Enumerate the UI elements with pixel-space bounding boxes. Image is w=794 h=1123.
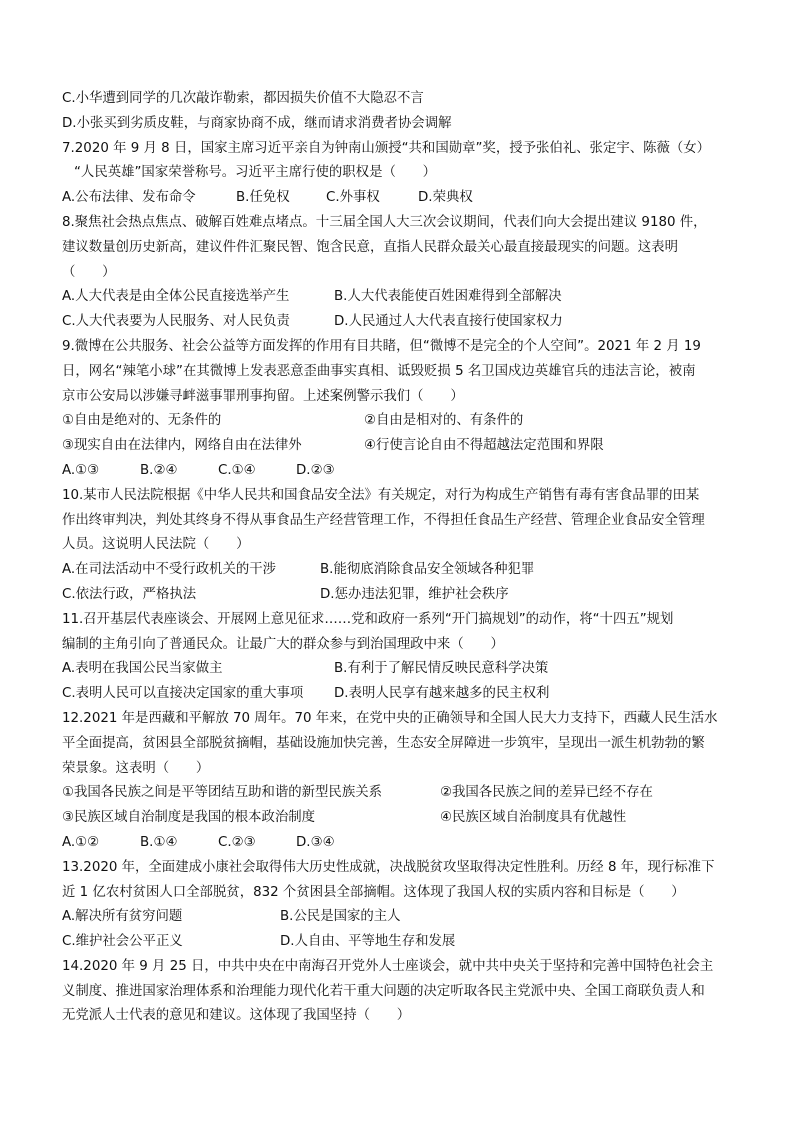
option-c: C.外事权	[326, 190, 380, 206]
question-text: 人员。这说明人民法院（ ）	[62, 537, 250, 553]
question-14	[62, 955, 742, 1029]
option-d: D.人民通过人大代表直接行使国家权力	[334, 314, 563, 330]
question-text: 近 1 亿农村贫困人口全部脱贫，832 个贫困县全部摘帽。这体现了我国人权的实质内容和目标是（ ）	[62, 884, 685, 900]
options-row	[62, 831, 742, 856]
statements-row	[62, 409, 742, 434]
option-a: A.①③	[62, 462, 100, 478]
question-9	[62, 335, 742, 484]
options-row	[62, 583, 742, 608]
options-row	[62, 459, 742, 484]
option-a: A.公布法律、发布命令	[62, 190, 196, 206]
option-d: D.③④	[296, 834, 335, 850]
question-text: 编制的主角引向了普通民众。让最广大的群众参与到治国理政中来（ ）	[62, 636, 504, 652]
question-text: 14.2020 年 9 月 25 日，中共中央在中南海召开党外人士座谈会，就中共中央关于坚持和完善中国特色社会主	[62, 958, 714, 974]
statement-3: ③现实自由在法律内，网络自由在法律外	[62, 438, 302, 454]
question-10	[62, 484, 742, 608]
option-d-line: D.小张买到劣质皮鞋，与商家协商不成，继而请求消费者协会调解	[62, 115, 452, 131]
option-c: C.人大代表要为人民服务、对人民负责	[62, 314, 290, 330]
option-b: B.公民是国家的主人	[280, 909, 401, 925]
question-12	[62, 707, 742, 856]
question-text: 义制度、推进国家治理体系和治理能力现代化若干重大问题的决定听取各民主党派中央、全国工商联负责人和	[62, 983, 705, 999]
option-c: C.维护社会公平正义	[62, 934, 183, 950]
statement-2: ②自由是相对的、有条件的	[364, 413, 524, 429]
options-row	[62, 682, 742, 707]
question-text: 日，网名“辣笔小球”在其微博上发表恶意歪曲事实真相、诋毁贬损 5 名卫国戍边英雄官兵的违法言论，被南	[62, 363, 696, 379]
option-a: A.表明在我国公民当家做主	[62, 661, 223, 677]
options-row	[62, 657, 742, 682]
option-d: D.惩办违法犯罪，维护社会秩序	[320, 586, 509, 602]
options-row	[62, 285, 742, 310]
question-text: 13.2020 年，全面建成小康社会取得伟大历史性成就，决战脱贫攻坚取得决定性胜利。历经 8 年，现行标准下	[62, 859, 715, 875]
options-row	[62, 905, 742, 930]
statements-row	[62, 806, 742, 831]
option-d: D.表明人民享有越来越多的民主权利	[334, 686, 550, 702]
question-text: 7.2020 年 9 月 8 日，国家主席习近平亲自为钟南山颁授“共和国勋章”奖，授予张伯礼、张定宇、陈薇（女）	[62, 140, 711, 156]
question-text: “人民英雄”国家荣誉称号。习近平主席行使的职权是（ ）	[74, 165, 437, 181]
statements-row	[62, 781, 742, 806]
question-text: （ ）	[62, 264, 116, 280]
option-a: A.解决所有贫穷问题	[62, 909, 183, 925]
question-text: 8.聚焦社会热点焦点、破解百姓难点堵点。十三届全国人大三次会议期间，代表们向大会提出建议 9180 件，	[62, 214, 707, 230]
option-c-line: C.小华遭到同学的几次敲诈勒索，都因损失价值不大隐忍不言	[62, 91, 424, 106]
question-text: 9.微博在公共服务、社会公益等方面发挥的作用有目共睹，但“微博不是完全的个人空间”。2021 年 2 月 19	[62, 338, 701, 354]
statements-row	[62, 434, 742, 459]
statement-2: ②我国各民族之间的差异已经不存在	[440, 785, 653, 801]
statement-1: ①我国各民族之间是平等团结互助和谐的新型民族关系	[62, 785, 382, 801]
option-c: C.表明人民可以直接决定国家的重大事项	[62, 686, 304, 702]
options-row	[62, 310, 742, 335]
option-c: C.①④	[218, 462, 256, 478]
option-b: B.①④	[140, 834, 178, 850]
question-text: 平全面提高，贫困县全部脱贫摘帽，基础设施加快完善，生态安全屏障进一步筑牢，呈现出一派生机勃勃的繁	[62, 735, 705, 751]
question-text: 作出终审判决，判处其终身不得从事食品生产经营管理工作，不得担任食品生产经营、管理企业食品安全管理	[62, 512, 705, 528]
question-text: 11.召开基层代表座谈会、开展网上意见征求……党和政府一系列“开门搞规划”的动作，将“十四五”规划	[62, 611, 674, 627]
option-b: B.能彻底消除食品安全领域各种犯罪	[320, 562, 535, 578]
question-content	[62, 87, 742, 1029]
question-13	[62, 856, 742, 955]
option-d: D.荣典权	[418, 190, 473, 206]
options-row	[62, 930, 742, 955]
question-text: 荣景象。这表明（ ）	[62, 760, 210, 776]
question-text: 建议数量创历史新高，建议件件汇聚民智、饱含民意，直指人民群众最关心最直接最现实的问题。这表明	[62, 239, 678, 255]
options-row	[62, 186, 742, 211]
question-text: 无党派人士代表的意见和建议。这体现了我国坚持（ ）	[62, 1008, 411, 1024]
question-text: 12.2021 年是西藏和平解放 70 周年。70 年来，在党中央的正确领导和全国人民大力支持下，西藏人民生活水	[62, 710, 718, 726]
option-c: C.依法行政，严格执法	[62, 586, 197, 602]
options-row	[62, 558, 742, 583]
question-text: 10.某市人民法院根据《中华人民共和国食品安全法》有关规定，对行为构成生产销售有毒有害食品罪的田某	[62, 487, 700, 503]
question-7	[62, 137, 742, 211]
question-8	[62, 211, 742, 335]
statement-4: ④行使言论自由不得超越法定范围和界限	[364, 438, 604, 454]
option-b: B.有利于了解民情反映民意科学决策	[334, 661, 549, 677]
option-b: B.②④	[140, 462, 178, 478]
option-d: D.②③	[296, 462, 335, 478]
option-a: A.人大代表是由全体公民直接选举产生	[62, 289, 290, 305]
option-a: A.①②	[62, 834, 100, 850]
option-d: D.人自由、平等地生存和发展	[280, 934, 456, 950]
question-text: 京市公安局以涉嫌寻衅滋事罪刑事拘留。上述案例警示我们（ ）	[62, 388, 464, 404]
option-c: C.②③	[218, 834, 256, 850]
statement-3: ③民族区域自治制度是我国的根本政治制度	[62, 810, 316, 826]
option-a: A.在司法活动中不受行政机关的干涉	[62, 562, 277, 578]
option-b: B.人大代表能使百姓困难得到全部解决	[334, 289, 562, 305]
option-b: B.任免权	[236, 190, 290, 206]
statement-4: ④民族区域自治制度具有优越性	[440, 810, 627, 826]
statement-1: ①自由是绝对的、无条件的	[62, 413, 222, 429]
question-11	[62, 608, 742, 707]
